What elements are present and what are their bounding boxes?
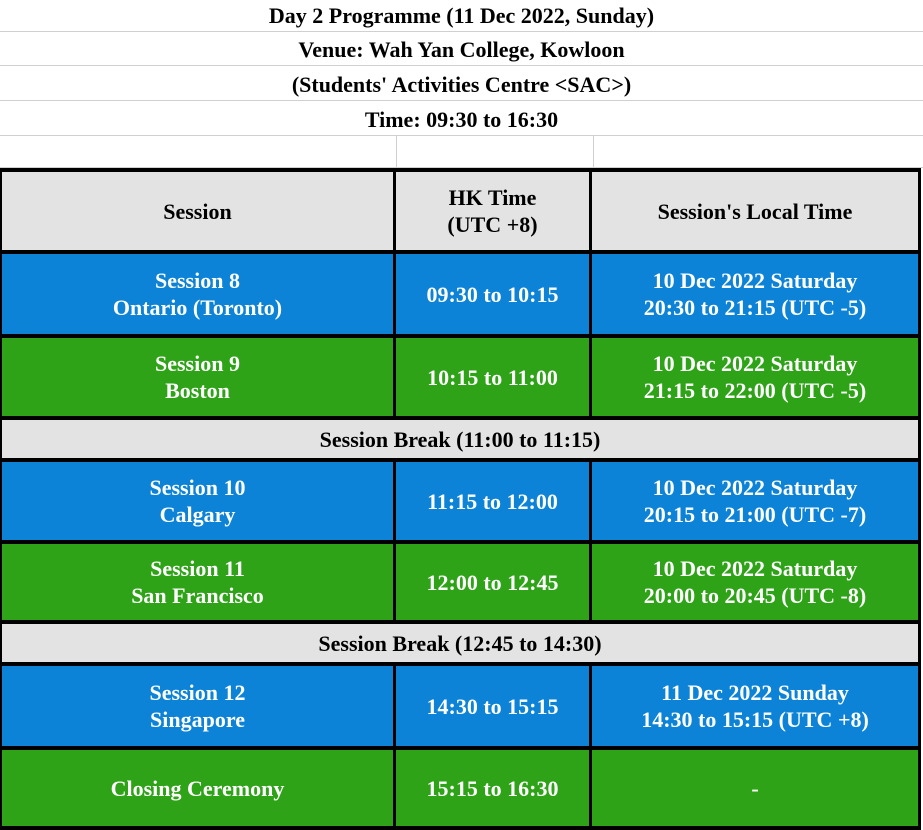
table-row xyxy=(2,338,918,420)
local-time-cell: 10 Dec 2022 Saturday 20:30 to 21:15 (UTC -5) xyxy=(592,254,918,334)
header-session: Session xyxy=(2,172,396,250)
hk-time-cell: 15:15 to 16:30 xyxy=(396,750,592,826)
break-row xyxy=(2,420,918,462)
table-row xyxy=(2,544,918,624)
hk-time-cell: 10:15 to 11:00 xyxy=(396,338,592,416)
blank-row xyxy=(0,136,923,168)
table-row xyxy=(2,750,918,830)
schedule-table xyxy=(0,168,921,830)
break-cell: Session Break (11:00 to 11:15) xyxy=(2,420,918,458)
session-cell: Session 9 Boston xyxy=(2,338,396,416)
local-time-cell: 11 Dec 2022 Sunday 14:30 to 15:15 (UTC +8) xyxy=(592,666,918,746)
local-time-cell: 10 Dec 2022 Saturday 21:15 to 22:00 (UTC -5) xyxy=(592,338,918,416)
break-row xyxy=(2,624,918,666)
local-time-cell: 10 Dec 2022 Saturday 20:15 to 21:00 (UTC -7) xyxy=(592,462,918,540)
local-time-cell: - xyxy=(592,750,918,826)
session-cell: Session 10 Calgary xyxy=(2,462,396,540)
hk-time-cell: 14:30 to 15:15 xyxy=(396,666,592,746)
hk-time-cell: 09:30 to 10:15 xyxy=(396,254,592,334)
session-cell: Session 8 Ontario (Toronto) xyxy=(2,254,396,334)
hk-time-cell: 12:00 to 12:45 xyxy=(396,544,592,620)
blank-divider xyxy=(396,136,397,168)
programme-title: Day 2 Programme (11 Dec 2022, Sunday) xyxy=(0,0,923,32)
blank-divider xyxy=(593,136,594,168)
time-line: Time: 09:30 to 16:30 xyxy=(0,101,923,136)
header-local-time: Session's Local Time xyxy=(592,172,918,250)
centre-line: (Students' Activities Centre <SAC>) xyxy=(0,67,923,101)
table-header-row xyxy=(2,172,918,254)
session-cell: Closing Ceremony xyxy=(2,750,396,826)
break-cell: Session Break (12:45 to 14:30) xyxy=(2,624,918,662)
table-row xyxy=(2,666,918,750)
local-time-cell: 10 Dec 2022 Saturday 20:00 to 20:45 (UTC -8) xyxy=(592,544,918,620)
session-cell: Session 11 San Francisco xyxy=(2,544,396,620)
hk-time-cell: 11:15 to 12:00 xyxy=(396,462,592,540)
session-cell: Session 12 Singapore xyxy=(2,666,396,746)
venue-line: Venue: Wah Yan College, Kowloon xyxy=(0,33,923,66)
table-row xyxy=(2,254,918,338)
table-row xyxy=(2,462,918,544)
header-hk-time: HK Time (UTC +8) xyxy=(396,172,592,250)
